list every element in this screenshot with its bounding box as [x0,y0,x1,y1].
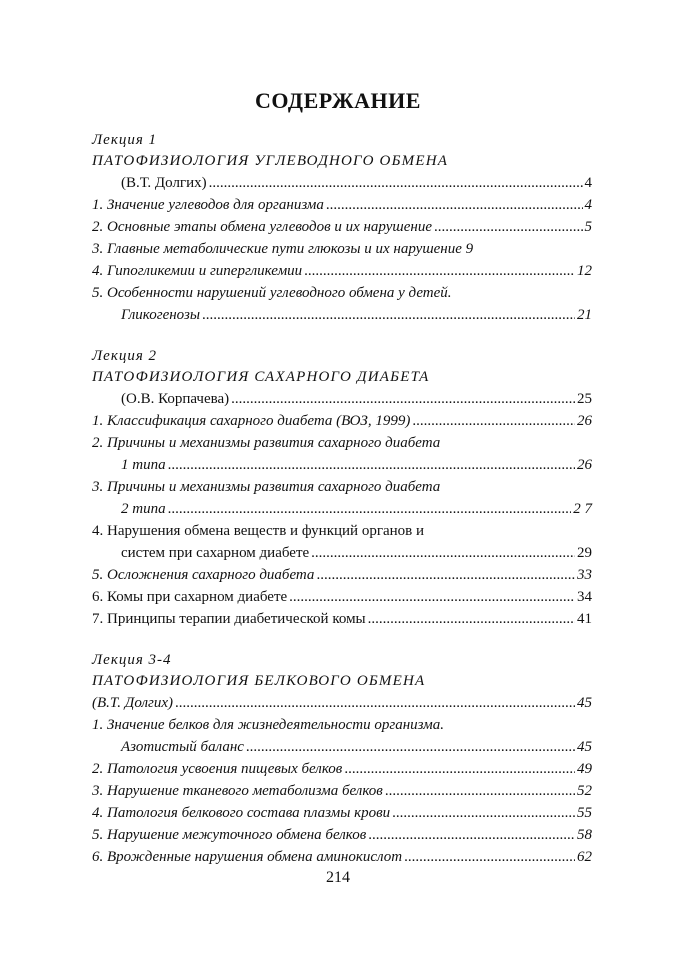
toc-entry [92,758,592,780]
page-ref: 2 7 [573,501,592,517]
leader-dots [385,780,575,802]
toc-entry-author [92,692,592,714]
toc-entry: 5. Особенности нарушений углеводного обмена у детей. [92,285,452,301]
table-of-contents [92,130,592,888]
page-ref: 58 [577,827,592,843]
leader-dots [404,846,575,868]
page-ref: 33 [577,567,592,583]
toc-entry [92,824,592,846]
toc-entry [92,802,592,824]
toc-entry-author [92,388,592,410]
page-ref: 62 [577,849,592,865]
entry-text: 3. Нарушение тканевого метаболизма белков [92,783,383,799]
leader-dots [368,824,575,846]
entry-text: 1. Значение углеводов для организма [92,197,324,213]
toc-entry: 3. Главные метаболические пути глюкозы и их нарушение 9 [92,241,474,257]
entry-text: 7. Принципы терапии диабетической комы [92,611,366,627]
entry-text: 1. Классификация сахарного диабета (ВОЗ, 1999) [92,413,411,429]
entry-text: Азотистый баланс [121,739,244,755]
page-ref: 21 [577,307,592,323]
toc-entry-continuation [92,736,592,758]
toc-entry [92,260,592,282]
leader-dots [316,564,575,586]
page-ref: 26 [577,457,592,473]
author-name: (В.Т. Долгих) [121,175,207,191]
entry-text: 1 типа [121,457,166,473]
leader-dots [304,260,575,282]
lecture-label: Лекция 2 [92,348,158,364]
lecture-label: Лекция 3-4 [92,652,172,668]
toc-entry [92,846,592,868]
lecture-title: ПАТОФИЗИОЛОГИЯ САХАРНОГО ДИАБЕТА [92,369,430,385]
leader-dots [368,608,575,630]
entry-text: 4. Патология белкового состава плазмы крови [92,805,391,821]
page-ref: 55 [577,805,592,821]
leader-dots [344,758,575,780]
leader-dots [231,388,575,410]
leader-dots [392,802,575,824]
leader-dots [168,454,575,476]
toc-entry [92,564,592,586]
leader-dots [168,498,572,520]
leader-dots [412,410,575,432]
author-name: (В.Т. Долгих) [92,695,174,711]
toc-entry-continuation [92,454,592,476]
leader-dots [246,736,575,758]
page-ref: 25 [577,391,592,407]
lecture-title: ПАТОФИЗИОЛОГИЯ БЕЛКОВОГО ОБМЕНА [92,673,426,689]
entry-text: 4. Гипогликемии и гипергликемии [92,263,303,279]
page-ref: 5 [584,219,592,235]
leader-dots [202,304,575,326]
entry-text: 5. Осложнения сахарного диабета [92,567,315,583]
page-ref: 26 [577,413,592,429]
entry-text: 6. Комы при сахарном диабете [92,589,288,605]
toc-entry [92,216,592,238]
entry-text: 2. Патология усвоения пищевых белков [92,761,343,777]
toc-entry: 3. Причины и механизмы развития сахарного диабета [92,479,441,495]
page-ref: 12 [577,263,592,279]
lecture-label: Лекция 1 [92,132,158,148]
leader-dots [209,172,583,194]
leader-dots [434,216,583,238]
page-ref: 52 [577,783,592,799]
entry-text: 5. Нарушение межуточного обмена белков [92,827,367,843]
page-ref: 41 [577,611,592,627]
lecture-1 [92,130,592,326]
toc-entry-author [92,172,592,194]
entry-text: 2 типа [121,501,166,517]
page-ref: 49 [577,761,592,777]
toc-entry [92,410,592,432]
page-ref: 29 [577,545,592,561]
entry-text: 2. Основные этапы обмена углеводов и их нарушение [92,219,432,235]
toc-entry: 4. Нарушения обмена веществ и функций органов и [92,523,425,539]
leader-dots [175,692,575,714]
entry-text: Гликогенозы [121,307,200,323]
lecture-3-4 [92,650,592,868]
toc-entry-continuation [92,542,592,564]
toc-entry [92,608,592,630]
toc-entry: 2. Причины и механизмы развития сахарного диабета [92,435,441,451]
toc-entry [92,780,592,802]
leader-dots [311,542,575,564]
page-ref: 45 [577,695,592,711]
entry-text: 6. Врожденные нарушения обмена аминокислот [92,849,403,865]
leader-dots [326,194,583,216]
toc-entry [92,194,592,216]
page-number: 214 [326,869,350,886]
toc-entry [92,586,592,608]
entry-text: систем при сахарном диабете [121,545,310,561]
author-name: (О.В. Корпачева) [121,391,230,407]
page-ref: 4 [584,175,592,191]
lecture-title: ПАТОФИЗИОЛОГИЯ УГЛЕВОДНОГО ОБМЕНА [92,153,449,169]
toc-entry: 1. Значение белков для жизнедеятельности организма. [92,717,444,733]
page-ref: 34 [577,589,592,605]
page-title: СОДЕРЖАНИЕ [255,88,421,113]
leader-dots [289,586,575,608]
page-ref: 4 [584,197,592,213]
lecture-2 [92,346,592,630]
toc-entry-continuation [92,304,592,326]
page-ref: 45 [577,739,592,755]
toc-entry-continuation [92,498,592,520]
